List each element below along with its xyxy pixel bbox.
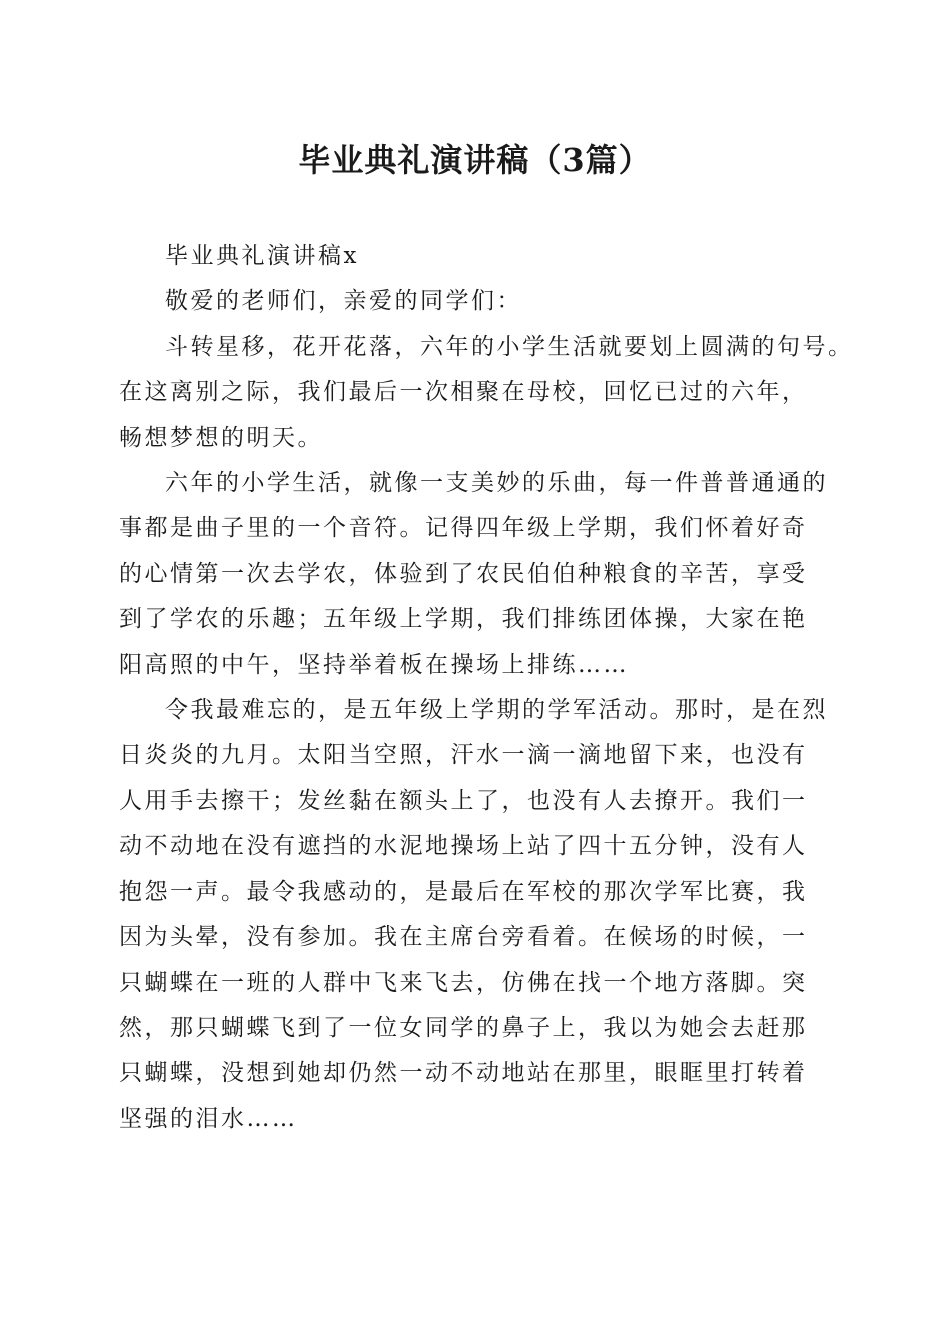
text-line: 令我最难忘的，是五年级上学期的学军活动。那时，是在烈: [165, 697, 828, 724]
text-line: 阳高照的中午，坚持举着板在操场上排练……: [119, 651, 629, 678]
text-line: 日炎炎的九月。太阳当空照，汗水一滴一滴地留下来，也没有: [119, 742, 808, 769]
text-line: 畅想梦想的明天。: [119, 424, 323, 451]
text-line: 的心情第一次去学农，体验到了农民伯伯种粮食的辛苦，享受: [119, 560, 808, 587]
text-line: 抱怨一声。最令我感动的，是最后在军校的那次学军比赛，我: [119, 878, 808, 905]
text-line: 敬爱的老师们，亲爱的同学们：: [165, 288, 522, 315]
text-line: 到了学农的乐趣；五年级上学期，我们排练团体操，大家在艳: [119, 606, 808, 633]
text-line: 毕业典礼演讲稿x: [165, 243, 359, 269]
text-line: 因为头晕，没有参加。我在主席台旁看着。在候场的时候，一: [119, 924, 808, 951]
text-line: 事都是曲子里的一个音符。记得四年级上学期，我们怀着好奇: [119, 515, 808, 542]
paragraph-1: [119, 325, 854, 461]
text-line: 只蝴蝶在一班的人群中飞来飞去，仿佛在找一个地方落脚。突: [119, 969, 808, 996]
paragraph-subtitle: [119, 234, 839, 279]
text-line: 斗转星移，花开花落，六年的小学生活就要划上圆满的句号。: [165, 333, 854, 360]
paragraph-2: [119, 461, 839, 688]
document-body: [119, 234, 854, 1142]
text-line: 动不动地在没有遮挡的水泥地操场上站了四十五分钟，没有人: [119, 833, 808, 860]
text-line: 坚强的泪水……: [119, 1105, 298, 1132]
text-line: 在这离别之际，我们最后一次相聚在母校，回忆已过的六年，: [119, 379, 808, 406]
text-line: 然，那只蝴蝶飞到了一位女同学的鼻子上，我以为她会去赶那: [119, 1014, 808, 1041]
text-line: 人用手去擦干；发丝黏在额头上了，也没有人去撩开。我们一: [119, 787, 808, 814]
document-title: 毕业典礼演讲稿（3篇）: [298, 141, 652, 179]
paragraph-3: [119, 688, 839, 1142]
paragraph-greeting: [119, 279, 839, 324]
text-line: 只蝴蝶，没想到她却仍然一动不动地站在那里，眼眶里打转着: [119, 1060, 808, 1087]
text-line: 六年的小学生活，就像一支美妙的乐曲，每一件普普通通的: [165, 470, 828, 497]
